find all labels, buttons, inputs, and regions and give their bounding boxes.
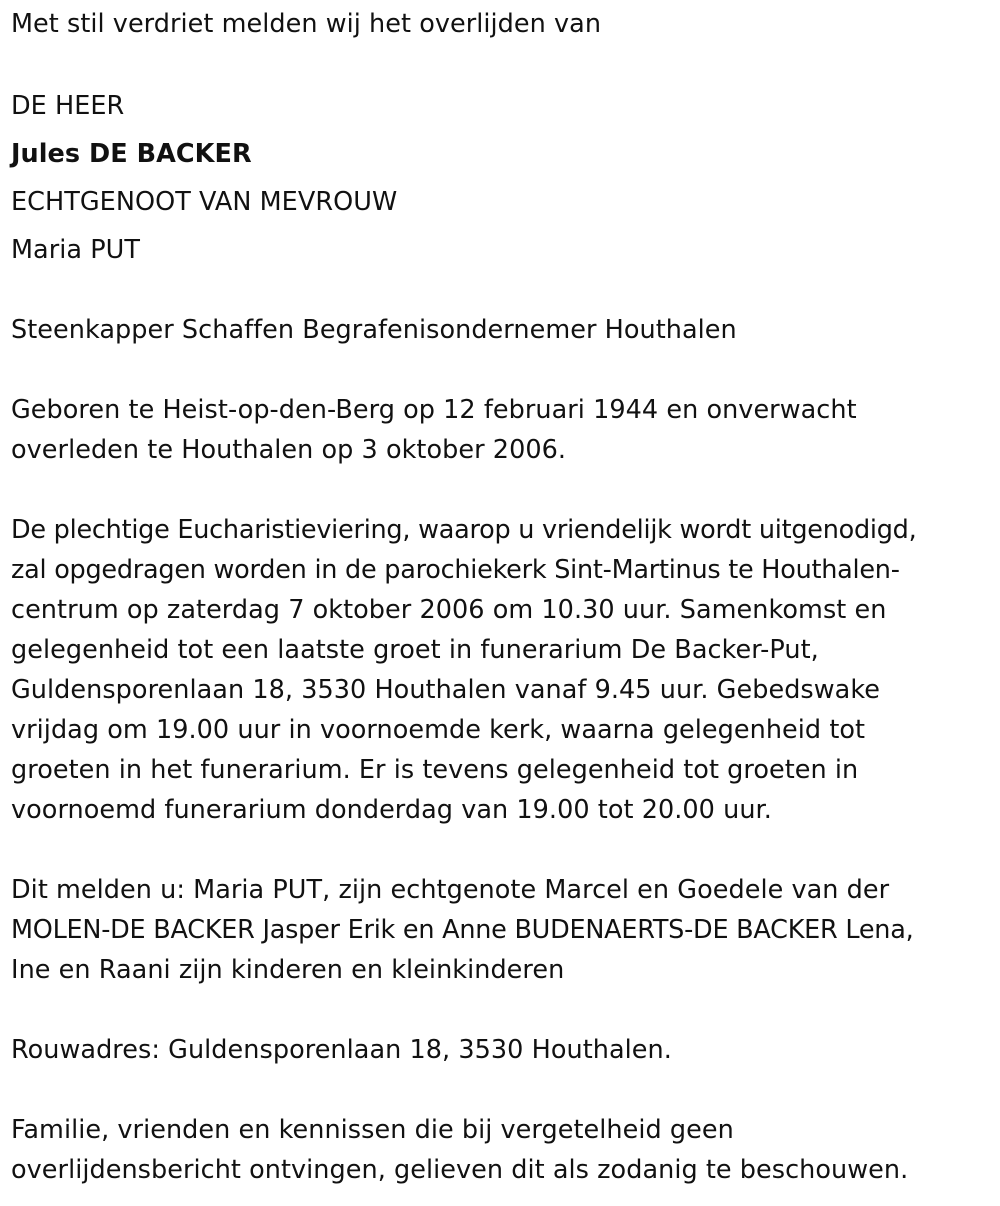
paragraph-line: Dit melden u: Maria PUT, zijn echtgenote Marcel en Goedele van der <box>11 875 890 905</box>
paragraph-line: gelegenheid tot een laatste groet in funerarium De Backer-Put, <box>11 635 819 665</box>
paragraph-line: overleden te Houthalen op 3 oktober 2006. <box>11 435 567 465</box>
paragraph-line: vrijdag om 19.00 uur in voornoemde kerk, waarna gelegenheid tot <box>11 715 866 745</box>
paragraph-line: zal opgedragen worden in de parochiekerk Sint-Martinus te Houthalen- <box>11 555 900 585</box>
paragraph-line: De plechtige Eucharistieviering, waarop u vriendelijk wordt uitgenodigd, <box>11 515 917 545</box>
paragraph-line: MOLEN-DE BACKER Jasper Erik en Anne BUDENAERTS-DE BACKER Lena, <box>11 915 914 945</box>
relation-text: ECHTGENOOT VAN MEVROUW <box>11 187 398 217</box>
paragraph-line: voornoemd funerarium donderdag van 19.00 tot 20.00 uur. <box>11 795 772 825</box>
paragraph-line: centrum op zaterdag 7 oktober 2006 om 10.30 uur. Samenkomst en <box>11 595 887 625</box>
paragraph-line: groeten in het funerarium. Er is tevens gelegenheid tot groeten in <box>11 755 859 785</box>
paragraph-line: overlijdensbericht ontvingen, gelieven dit als zodanig te beschouwen. <box>11 1155 909 1185</box>
paragraph-line: Ine en Raani zijn kinderen en kleinkinderen <box>11 955 565 985</box>
paragraph-line: Guldensporenlaan 18, 3530 Houthalen vanaf 9.45 uur. Gebedswake <box>11 675 880 705</box>
mourning-address: Rouwadres: Guldensporenlaan 18, 3530 Houthalen. <box>11 1035 672 1065</box>
intro-text: Met stil verdriet melden wij het overlijden van <box>11 9 602 39</box>
title-prefix: DE HEER <box>11 91 125 121</box>
paragraph-line: Familie, vrienden en kennissen die bij vergetelheid geen <box>11 1115 734 1145</box>
spouse-name: Maria PUT <box>11 235 140 265</box>
deceased-name: Jules DE BACKER <box>11 139 252 169</box>
paragraph-line: Geboren te Heist-op-den-Berg op 12 februari 1944 en onverwacht <box>11 395 857 425</box>
occupation-text: Steenkapper Schaffen Begrafenisondernemer Houthalen <box>11 315 737 345</box>
